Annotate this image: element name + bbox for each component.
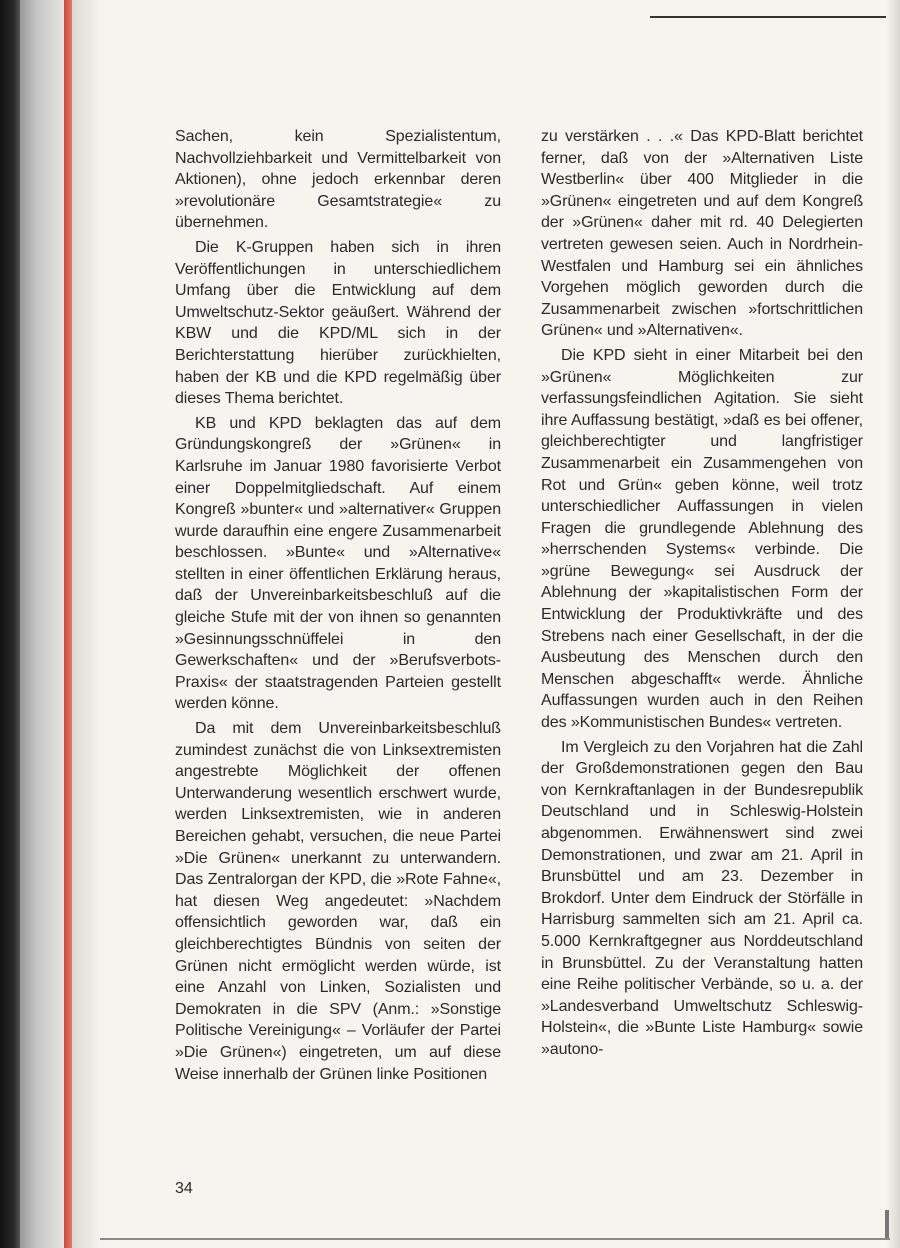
- scan-gutter-shadow: [72, 0, 102, 1248]
- right-paragraph-3: Im Vergleich zu den Vorjahren hat die Zahl der Großdemonstrationen gegen den Bau von Kernkraftanlagen in der Bundesrepublik Deutschland und in Schleswig-Holstein abgenommen. Erwähnenswert sind zwei Demonstrationen, und zwar am 21. April in Brunsbüttel und am 23. Dezember in Brokdorf. Unter dem Eindruck der Störfälle in Harrisburg sammelten sich am 21. April ca. 5.000 Kernkraftgegner aus Norddeutschland in Brunsbüttel. Zu der Veranstaltung hatten eine Reihe politischer Verbände, so u. a. der »Landesverband Umweltschutz Schleswig-Holstein«, die »Bunte Liste Hamburg« sowie »autono-: [541, 738, 863, 1058]
- left-paragraph-4: Da mit dem Unvereinbarkeitsbeschluß zumindest zunächst die von Linksextremisten angestrebte Möglichkeit der offenen Unterwanderung wesentlich erschwert wurde, werden Linksextremisten, wie in anderen Bereichen gehabt, versuchen, die neue Partei »Die Grünen« unerkannt zu unterwandern. Das Zentralorgan der KPD, die »Rote Fahne«, hat diesen Weg angedeutet: »Nachdem offensichtlich geworden war, daß ein gleichberechtigtes Bündnis von seiten der Grünen nicht ermöglicht werden würde, ist eine Anzahl von Linken, Sozialisten und Demokraten in die SPV (Anm.: »Sonstige Politische Vereinigung« – Vorläufer der Partei »Die Grünen«) eingetreten, um auf diese Weise innerhalb der Grünen linke Positionen: [175, 720, 501, 1083]
- left-text-column: [175, 126, 501, 1088]
- scan-top-rule: [650, 16, 890, 18]
- scan-page-edge: [20, 0, 64, 1248]
- page-number: 34: [175, 1180, 193, 1197]
- scan-binding-edge: [0, 0, 20, 1248]
- left-paragraph-3: KB und KPD beklagten das auf dem Gründungskongreß der »Grünen« in Karlsruhe im Januar 1980 favorisierte Verbot einer Doppelmitgliedschaft. Auf einem Kongreß »bunter« und »alternativer« Gruppen wurde daraufhin eine engere Zusammenarbeit beschlossen. »Bunte« und »Alternative« stellten in einer öffentlichen Erklärung heraus, daß der Unvereinbarkeitsbeschluß auf die gleiche Stufe mit der von ihnen so genannten »Gesinnungsschnüffelei in den Gewerkschaften« und der »Berufsverbots-Praxis« der staatstragenden Parteien gestellt werden könne.: [175, 414, 501, 713]
- scan-right-shade: [886, 0, 900, 1248]
- left-paragraph-1: Sachen, kein Spezialistentum, Nachvollziehbarkeit und Vermittelbarkeit von Aktionen), ohne jedoch erkennbar deren »revolutionäre Gesamtstrategie« zu übernehmen.: [175, 128, 501, 232]
- scan-red-cut-edge: [64, 0, 72, 1248]
- right-text-column: [541, 126, 863, 1064]
- scan-bottom-rule: [100, 1238, 890, 1240]
- left-paragraph-2: Die K-Gruppen haben sich in ihren Veröffentlichungen in unterschiedlichem Umfang über die Entwicklung auf dem Umweltschutz-Sektor geäußert. Während der KBW und die KPD/ML sich in der Berichterstattung hierüber zurückhielten, haben der KB und die KPD regelmäßig über dieses Thema berichtet.: [175, 238, 501, 408]
- right-paragraph-1: zu verstärken . . .« Das KPD-Blatt berichtet ferner, daß von der »Alternativen Liste Westberlin« über 400 Mitglieder in die »Grünen« eingetreten und auf dem Kongreß der »Grünen« daher mit rd. 40 Delegierten vertreten gewesen seien. Auch in Nordrhein-Westfalen und Hamburg sei ein ähnliches Vorgehen möglich geworden durch die Zusammenarbeit zwischen »fortschrittlichen Grünen« und »Alternativen«.: [541, 128, 863, 340]
- scan-right-mark: [885, 1210, 889, 1238]
- right-paragraph-2: Die KPD sieht in einer Mitarbeit bei den »Grünen« Möglichkeiten zur verfassungsfeindlichen Agitation. Sie sieht ihre Auffassung bestätigt, »daß es bei offener, gleichberechtigter und langfristiger Zusammenarbeit ein Zusammengehen von Rot und Grün« geben könne, weil trotz unterschiedlicher Auffassungen in vielen Fragen die grundlegende Ablehnung des »herrschenden Systems« verbinde. Die »grüne Bewegung« sei Ausdruck der Ablehnung der »kapitalistischen Form der Entwicklung der Produktivkräfte und des Strebens nach einer Gesellschaft, in der die Ausbeutung des Menschen durch den Menschen abgeschafft« werde. Ähnliche Auffassungen wurden auch in den Reihen des »Kommunistischen Bundes« vertreten.: [541, 346, 863, 732]
